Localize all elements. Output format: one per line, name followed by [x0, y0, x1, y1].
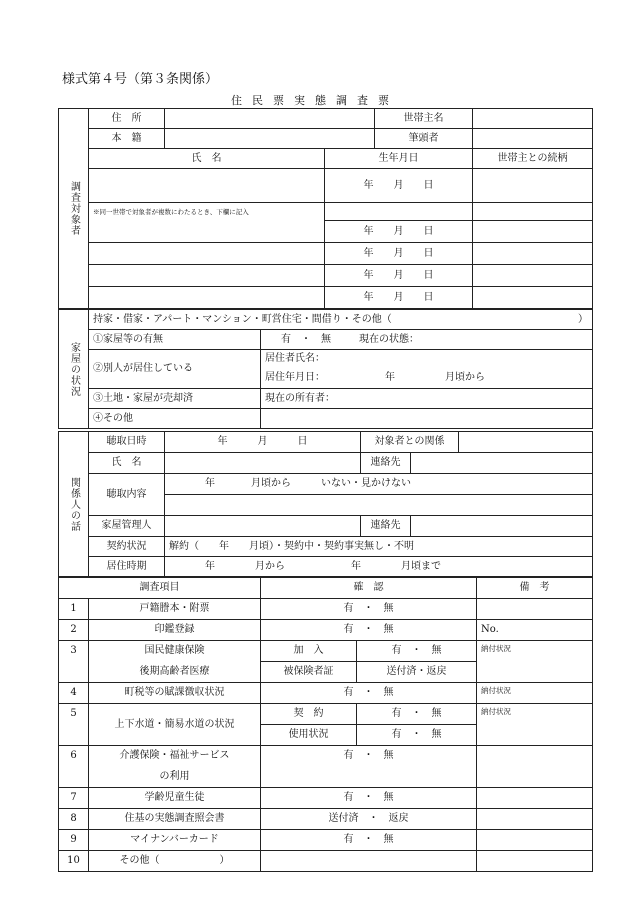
family-head-label: 筆頭者	[375, 129, 473, 149]
row-item: マイナンバーカード	[89, 830, 261, 851]
house-manager-label: 家屋管理人	[89, 516, 165, 537]
row-item: の利用	[89, 767, 261, 788]
target-name-field[interactable]	[89, 243, 325, 265]
row-remark[interactable]	[477, 851, 593, 872]
row-confirm[interactable]: 有 ・ 無	[357, 704, 477, 725]
target-name-field[interactable]	[89, 287, 325, 309]
table-row	[59, 788, 593, 809]
birth-date-field[interactable]: 年 月 日	[325, 287, 473, 309]
house-other-label: ④その他	[89, 409, 261, 429]
table-row	[59, 746, 593, 767]
table-row	[59, 620, 593, 641]
row-item: 後期高齢者医療	[89, 662, 261, 683]
row-confirm[interactable]: 送付済・返戻	[357, 662, 477, 683]
row-remark[interactable]	[477, 788, 593, 809]
family-head-field[interactable]	[473, 129, 593, 149]
row-remark[interactable]	[477, 809, 593, 830]
interview-content-field-2[interactable]	[165, 495, 593, 516]
survey-table	[58, 577, 593, 872]
table-row	[59, 851, 593, 872]
table-row	[59, 641, 593, 662]
row-no: 3	[59, 641, 89, 683]
table-row	[59, 830, 593, 851]
interview-date-label: 聴取日時	[89, 432, 165, 453]
residence-period-label: 居住時期	[89, 557, 165, 577]
householder-field[interactable]	[473, 109, 593, 129]
name-header: 氏 名	[89, 149, 325, 169]
birth-date-field[interactable]: 年 月 日	[325, 221, 473, 243]
row-remark[interactable]	[477, 746, 593, 788]
current-owner-field[interactable]: 現在の所有者：	[261, 389, 593, 409]
row-item: 介護保険・福祉サービス	[89, 746, 261, 767]
row-item: 住基の実態調査照会書	[89, 809, 261, 830]
relation-field[interactable]	[473, 221, 593, 243]
row-no: 8	[59, 809, 89, 830]
birth-date-field[interactable]: 年 月 日	[325, 265, 473, 287]
row-confirm[interactable]: 有 ・ 無	[357, 641, 477, 662]
resident-name-field[interactable]: 居住者氏名：	[261, 350, 593, 369]
form-number: 様式第４号（第３条関係）	[62, 72, 219, 87]
table-row	[59, 704, 593, 725]
row-remark[interactable]: 納付状況	[477, 641, 593, 683]
target-table	[58, 108, 593, 309]
target-name-field[interactable]	[89, 265, 325, 287]
relation-field[interactable]	[473, 169, 593, 203]
row-sub-label: 契 約	[261, 704, 357, 725]
relation-field[interactable]	[473, 287, 593, 309]
survey-confirm-header: 確 認	[261, 578, 477, 599]
relation-to-target-label: 対象者との関係	[361, 432, 459, 453]
manager-contact-label: 連絡先	[361, 516, 411, 537]
row-sub-label: 加 入	[261, 641, 357, 662]
house-table	[58, 309, 593, 429]
house-exists-label: ①家屋等の有無	[89, 330, 261, 350]
row-confirm[interactable]: 有 ・ 無	[261, 788, 477, 809]
house-type-line[interactable]: 持家・借家・アパート・マンション・町営住宅・間借り・その他（ ）	[89, 310, 593, 330]
row-item: 学齢児童生徒	[89, 788, 261, 809]
document-title: 住民票実態調査票	[231, 94, 399, 107]
row-confirm[interactable]: 有 ・ 無	[261, 746, 477, 767]
contract-label: 契約状況	[89, 537, 165, 557]
address-field[interactable]	[165, 109, 375, 129]
house-exists-field[interactable]: 有 ・ 無 現在の状態：	[261, 330, 593, 350]
relations-section-label: 関係人の話	[59, 432, 89, 577]
row-no: 7	[59, 788, 89, 809]
row-confirm[interactable]: 有 ・ 無	[261, 620, 477, 641]
relation-field[interactable]	[473, 265, 593, 287]
birth-date-field[interactable]: 年 月 日	[325, 243, 473, 265]
row-remark[interactable]	[477, 830, 593, 851]
interview-content-field[interactable]: 年 月頃から いない・見かけない	[165, 474, 593, 495]
informant-contact-field[interactable]	[411, 453, 593, 474]
domicile-field[interactable]	[165, 129, 375, 149]
row-no: 9	[59, 830, 89, 851]
informant-name-field[interactable]	[165, 453, 361, 474]
house-section-label: 家屋の状況	[59, 310, 89, 429]
interview-date-field[interactable]: 年 月 日	[165, 432, 361, 453]
informant-contact-label: 連絡先	[361, 453, 411, 474]
residence-period-field[interactable]: 年 月から 年 月頃まで	[165, 557, 593, 577]
row-no: 6	[59, 746, 89, 788]
relation-field[interactable]	[473, 243, 593, 265]
target-name-field[interactable]	[89, 169, 325, 203]
resident-date-field[interactable]: 居住年月日： 年 月頃から	[261, 369, 593, 389]
row-item: 戸籍謄本・附票	[89, 599, 261, 620]
row-item[interactable]: その他（ ）	[89, 851, 261, 872]
target-section-label: 調査対象者	[59, 109, 89, 309]
householder-label: 世帯主名	[375, 109, 473, 129]
row-item: 上下水道・簡易水道の状況	[89, 704, 261, 746]
domicile-label: 本 籍	[89, 129, 165, 149]
sold-label: ③土地・家屋が売却済	[89, 389, 261, 409]
row-item: 町税等の賦課徴収状況	[89, 683, 261, 704]
row-sub-label: 使用状況	[261, 725, 357, 746]
row-remark[interactable]: 納付状況	[477, 704, 593, 746]
house-manager-field[interactable]	[165, 516, 361, 537]
row-remark[interactable]: No.	[477, 620, 593, 641]
row-item: 国民健康保険	[89, 641, 261, 662]
table-row	[59, 599, 593, 620]
house-other-field[interactable]	[261, 409, 593, 429]
interview-content-label: 聴取内容	[89, 474, 165, 516]
relation-to-target-field[interactable]	[459, 432, 593, 453]
relations-table	[58, 431, 593, 577]
relation-header: 世帯主との続柄	[473, 149, 593, 169]
birth-header: 生年月日	[325, 149, 473, 169]
row-sub-label: 被保険者証	[261, 662, 357, 683]
row-no: 5	[59, 704, 89, 746]
row-confirm[interactable]: 有 ・ 無	[261, 599, 477, 620]
row-item: 印鑑登録	[89, 620, 261, 641]
row-no: 2	[59, 620, 89, 641]
table-row	[59, 809, 593, 830]
row-confirm[interactable]: 有 ・ 無	[357, 725, 477, 746]
row-confirm[interactable]: 有 ・ 無	[261, 683, 477, 704]
row-confirm[interactable]	[261, 851, 477, 872]
birth-date-field[interactable]: 年 月 日	[325, 169, 473, 203]
row-remark[interactable]: 納付状況	[477, 683, 593, 704]
contract-field[interactable]: 解約（ 年 月頃）・契約中・契約事実無し・不明	[165, 537, 593, 557]
survey-item-header: 調査項目	[59, 578, 261, 599]
table-row	[59, 683, 593, 704]
manager-contact-field[interactable]	[411, 516, 593, 537]
informant-name-label: 氏 名	[89, 453, 165, 474]
multi-target-note: ※同一世帯で対象者が複数にわたるとき、下欄に記入	[89, 203, 325, 221]
row-no: 4	[59, 683, 89, 704]
target-name-field[interactable]	[89, 221, 325, 243]
row-remark[interactable]	[477, 599, 593, 620]
survey-remarks-header: 備 考	[477, 578, 593, 599]
row-no: 1	[59, 599, 89, 620]
other-resident-label: ②別人が居住している	[89, 350, 261, 389]
row-confirm[interactable]: 送付済 ・ 返戻	[261, 809, 477, 830]
row-confirm[interactable]: 有 ・ 無	[261, 830, 477, 851]
row-no: 10	[59, 851, 89, 872]
address-label: 住 所	[89, 109, 165, 129]
